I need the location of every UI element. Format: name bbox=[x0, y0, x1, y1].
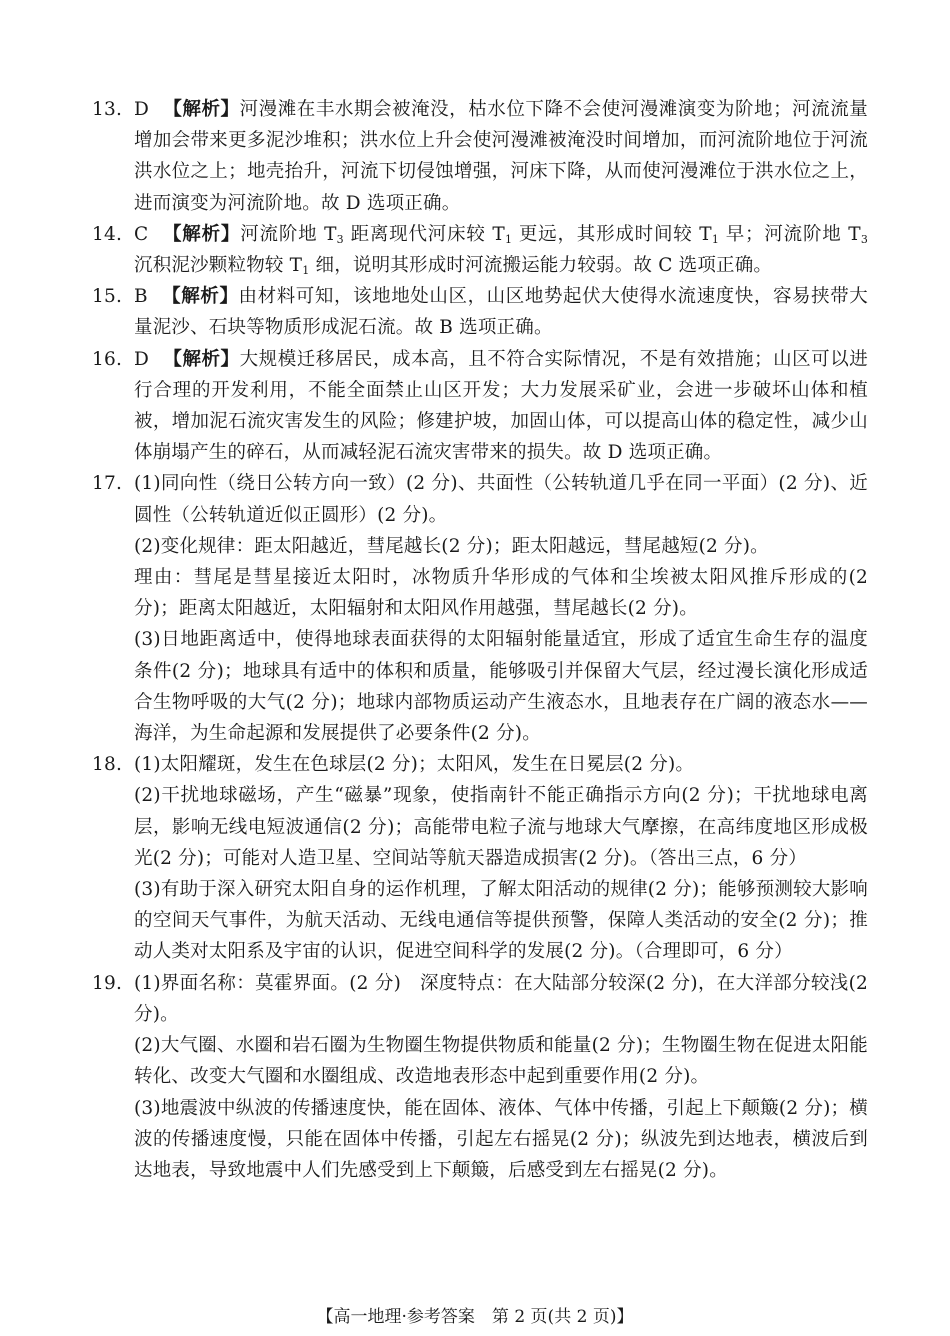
answer-part: (1)界面名称：莫霍界面。(2 分) 深度特点：在大陆部分较深(2 分)，在大洋部分较浅(2 分)。 bbox=[134, 972, 868, 1025]
analysis-text-1: 河流阶地 T bbox=[240, 223, 337, 245]
analysis-tag: 【解析】 bbox=[161, 286, 239, 308]
analysis-text-3: 更远，其形成时间较 T bbox=[512, 223, 712, 245]
answer-item-18 bbox=[92, 749, 868, 967]
answer-item-13 bbox=[92, 94, 868, 219]
answer-part: (2)变化规律：距太阳越近，彗尾越长(2 分)；距太阳越远，彗尾越短(2 分)。 bbox=[134, 535, 769, 557]
answer-part: (2)干扰地球磁场，产生“磁暴”现象，使指南针不能正确指示方向(2 分)；干扰地球电离层，影响无线电短波通信(2 分)；高能带电粒子流与地球大气摩擦，在高纬度地区形成极光(2 分)；可能对人造卫星、空间站等航天器造成损害(2 分)。（答出三点，6 分） bbox=[134, 785, 868, 869]
answer-part: (3)日地距离适中，使得地球表面获得的太阳辐射能量适宜，形成了适宜生命生存的温度条件(2 分)；地球具有适中的体积和质量，能够吸引并保留大气层，经过漫长演化形成适合生物呼吸的大气(2 分)；地球内部物质运动产生液态水，且地表存在广阔的液态水——海洋，为生命起源和发展提供了必要条件(2 分)。 bbox=[134, 629, 868, 745]
answer-letter: D bbox=[134, 348, 150, 370]
analysis-text: 由材料可知，该地地处山区，山区地势起伏大使得水流速度快，容易挟带大量泥沙、石块等物质形成泥石流。故 B 选项正确。 bbox=[134, 286, 868, 339]
answer-item-14 bbox=[92, 219, 868, 281]
answer-part: (3)有助于深入研究太阳自身的运作机理，了解太阳活动的规律(2 分)；能够预测较大影响的空间天气事件，为航天活动、无线电通信等提供预警，保障人类活动的安全(2 分)；推动人类对太阳系及宇宙的认识，促进空间科学的发展(2 分)。（合理即可，6 分） bbox=[134, 879, 868, 963]
subscript: 1 bbox=[711, 232, 720, 246]
item-number: 14. bbox=[92, 223, 123, 245]
answer-letter: D bbox=[134, 99, 150, 120]
item-number: 13. bbox=[92, 99, 123, 120]
analysis-text-6: 细，说明其形成时河流搬运能力较弱。故 C 选项正确。 bbox=[309, 255, 773, 277]
answer-part: (3)地震波中纵波的传播速度快，能在固体、液体、气体中传播，引起上下颠簸(2 分)；横波的传播速度慢，只能在固体中传播，引起左右摇晃(2 分)；纵波先到达地表，横波后到达地表，导致地震中人们先感受到上下颠簸，后感受到左右摇晃(2 分)。 bbox=[134, 1097, 868, 1181]
analysis-tag: 【解析】 bbox=[163, 99, 240, 120]
analysis-tag: 【解析】 bbox=[162, 223, 241, 245]
answer-part: 理由：彗尾是彗星接近太阳时，冰物质升华形成的气体和尘埃被太阳风推斥形成的(2 分)；距离太阳越近，太阳辐射和太阳风作用越强，彗尾越长(2 分)。 bbox=[134, 567, 868, 620]
item-number: 16. bbox=[92, 348, 123, 370]
analysis-text-2: 距离现代河床较 T bbox=[343, 223, 505, 245]
answer-letter: B bbox=[134, 286, 148, 308]
item-number: 19. bbox=[92, 972, 123, 994]
analysis-text-4: 早；河流阶地 T bbox=[719, 223, 861, 245]
analysis-text: 大规模迁移居民，成本高，且不符合实际情况，不是有效措施；山区可以进行合理的开发利用，不能全面禁止山区开发；大力发展采矿业，会进一步破坏山体和植被，增加泥石流灾害发生的风险；修建护坡，加固山体，可以提高山体的稳定性，减少山体崩塌产生的碎石，从而减轻泥石流灾害带来的损失。故 D 选项正确。 bbox=[134, 348, 868, 464]
answer-part: (1)同向性（绕日公转方向一致）(2 分)、共面性（公转轨道几乎在同一平面）(2 分)、近圆性（公转轨道近似正圆形）(2 分)。 bbox=[134, 473, 868, 526]
answer-letter: C bbox=[134, 223, 149, 245]
subscript: 1 bbox=[302, 264, 310, 278]
analysis-tag: 【解析】 bbox=[163, 348, 240, 370]
answer-item-19 bbox=[92, 968, 868, 1186]
item-number: 15. bbox=[92, 286, 123, 308]
answer-item-17 bbox=[92, 468, 868, 749]
answer-item-16 bbox=[92, 344, 868, 469]
subscript: 3 bbox=[336, 232, 344, 246]
answer-part: (2)大气圈、水圈和岩石圈为生物圈生物提供物质和能量(2 分)；生物圈生物在促进太阳能转化、改变大气圈和水圈组成、改造地表形态中起到重要作用(2 分)。 bbox=[134, 1035, 868, 1088]
subscript: 3 bbox=[860, 232, 869, 246]
analysis-text: 河漫滩在丰水期会被淹没，枯水位下降不会使河漫滩演变为阶地；河流流量增加会带来更多泥沙堆积；洪水位上升会使河漫滩被淹没时间增加，而河流阶地位于河流洪水位之上；地壳抬升，河流下切侵蚀增强，河床下降，从而使河漫滩位于洪水位之上，进而演变为河流阶地。故 D 选项正确。 bbox=[134, 99, 868, 214]
item-number: 18. bbox=[92, 754, 123, 776]
answer-item-15 bbox=[92, 281, 868, 343]
answer-part: (1)太阳耀斑，发生在色球层(2 分)；太阳风，发生在日冕层(2 分)。 bbox=[134, 754, 695, 776]
subscript: 1 bbox=[504, 232, 513, 246]
page-footer: 【高一地理·参考答案 第 2 页(共 2 页)】 bbox=[316, 1307, 634, 1327]
item-number: 17. bbox=[92, 473, 123, 495]
analysis-text-5: 沉积泥沙颗粒物较 T bbox=[134, 255, 303, 277]
